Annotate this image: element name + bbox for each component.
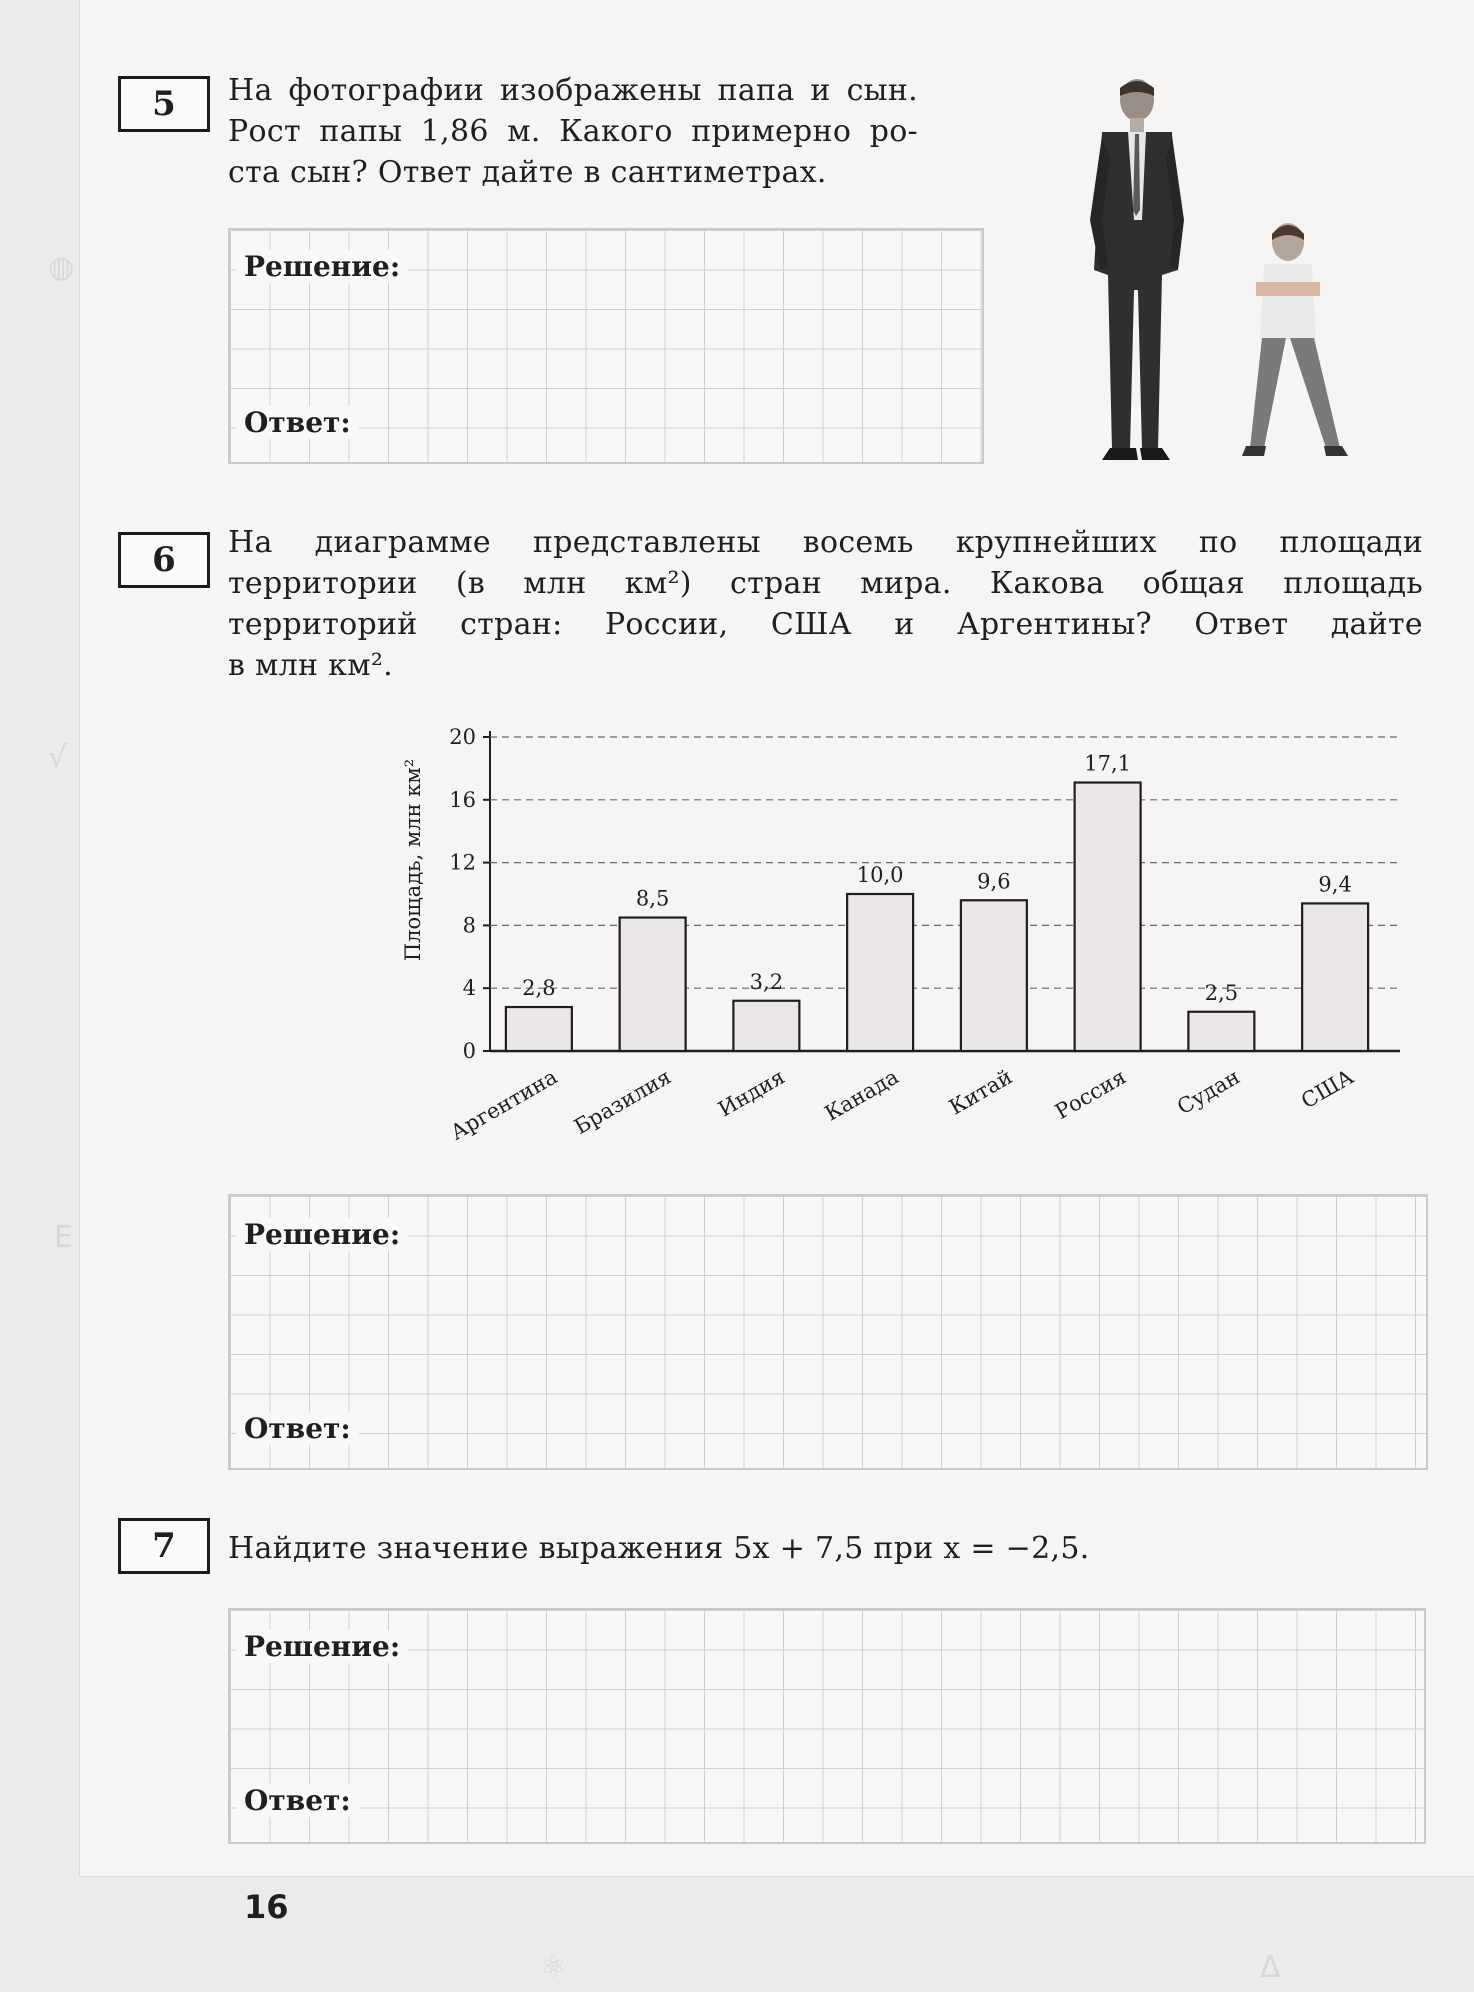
y-tick-label: 12 (449, 850, 476, 875)
task-5-number: 5 (118, 76, 210, 132)
bar (733, 1001, 799, 1051)
page-number: 16 (244, 1888, 289, 1926)
letter-watermark-icon: Е (54, 1220, 73, 1255)
task-7-number: 7 (118, 1518, 210, 1574)
bar (506, 1007, 572, 1051)
answer-label: Ответ: (236, 406, 359, 439)
bar-value-label: 9,4 (1318, 872, 1352, 897)
bar (1188, 1012, 1254, 1051)
solution-label: Решение: (236, 250, 408, 283)
x-category-label: Судан (1173, 1064, 1244, 1120)
solution-label: Решение: (236, 1630, 408, 1663)
x-category-label: Бразилия (570, 1064, 676, 1140)
task-6-number: 6 (118, 532, 210, 588)
workbook-page (80, 0, 1474, 1876)
x-category-label: США (1297, 1064, 1358, 1114)
bar-value-label: 2,5 (1204, 980, 1239, 1005)
son-figure (1242, 223, 1348, 456)
x-category-label: Китай (945, 1064, 1017, 1120)
task-5-text (228, 70, 918, 193)
x-category-label: Канада (820, 1064, 903, 1126)
bar-value-label: 9,6 (977, 869, 1011, 894)
father-figure (1090, 79, 1184, 460)
area-bar-chart (390, 715, 1420, 1155)
x-category-label: Индия (714, 1064, 789, 1122)
task-5-line: Рост папы 1,86 м. Какого примерно ро- (228, 114, 918, 149)
bar-value-label: 2,8 (522, 976, 556, 1001)
bar-value-label: 3,2 (749, 969, 784, 994)
solution-label: Решение: (236, 1218, 408, 1251)
y-tick-label: 8 (462, 913, 476, 938)
bar (847, 894, 913, 1051)
task-6-line: территории (в млн км²) стран мира. Какова общая площадь (228, 566, 1423, 601)
bar-value-label: 17,1 (1084, 751, 1132, 776)
answer-label: Ответ: (236, 1784, 359, 1817)
task-7-line: Найдите значение выражения 5x + 7,5 при x = −2,5. (228, 1531, 1090, 1566)
bar (1302, 903, 1368, 1051)
y-tick-label: 20 (449, 725, 476, 749)
globe-watermark-icon: ◍ (48, 250, 75, 285)
task-6-line: территорий стран: России, США и Аргентины? Ответ дайте (228, 607, 1423, 642)
task-5-answer-grid[interactable] (228, 228, 984, 464)
answer-label: Ответ: (236, 1412, 359, 1445)
bar-value-label: 10,0 (856, 863, 904, 887)
bar (1075, 783, 1141, 1051)
bar (620, 918, 686, 1051)
bar-value-label: 8,5 (635, 886, 670, 911)
x-category-label: Россия (1050, 1064, 1131, 1125)
task-5-line: ста сын? Ответ дайте в сантиметрах. (228, 155, 827, 190)
y-tick-label: 4 (462, 976, 476, 1001)
task-6-line: На диаграмме представлены восемь крупнейших по площади (228, 525, 1423, 560)
task-7-text (228, 1528, 1423, 1569)
delta-watermark-icon: Δ (1260, 1950, 1281, 1985)
task-5-line: На фотографии изображены папа и сын. (228, 73, 918, 108)
task-7-answer-grid[interactable] (228, 1608, 1426, 1844)
sqrt-watermark-icon: √ (48, 740, 68, 775)
task-6-line: в млн км². (228, 648, 393, 683)
y-tick-label: 0 (462, 1039, 476, 1063)
bar (961, 900, 1027, 1051)
atom-watermark-icon: ⚛ (540, 1950, 567, 1985)
task-6-answer-grid[interactable] (228, 1194, 1428, 1470)
y-axis-label: Площадь, млн км² (401, 758, 425, 962)
x-category-label: Аргентина (446, 1064, 562, 1145)
father-and-son-photo (1050, 70, 1380, 470)
task-6-text (228, 522, 1423, 686)
y-tick-label: 16 (449, 787, 476, 812)
